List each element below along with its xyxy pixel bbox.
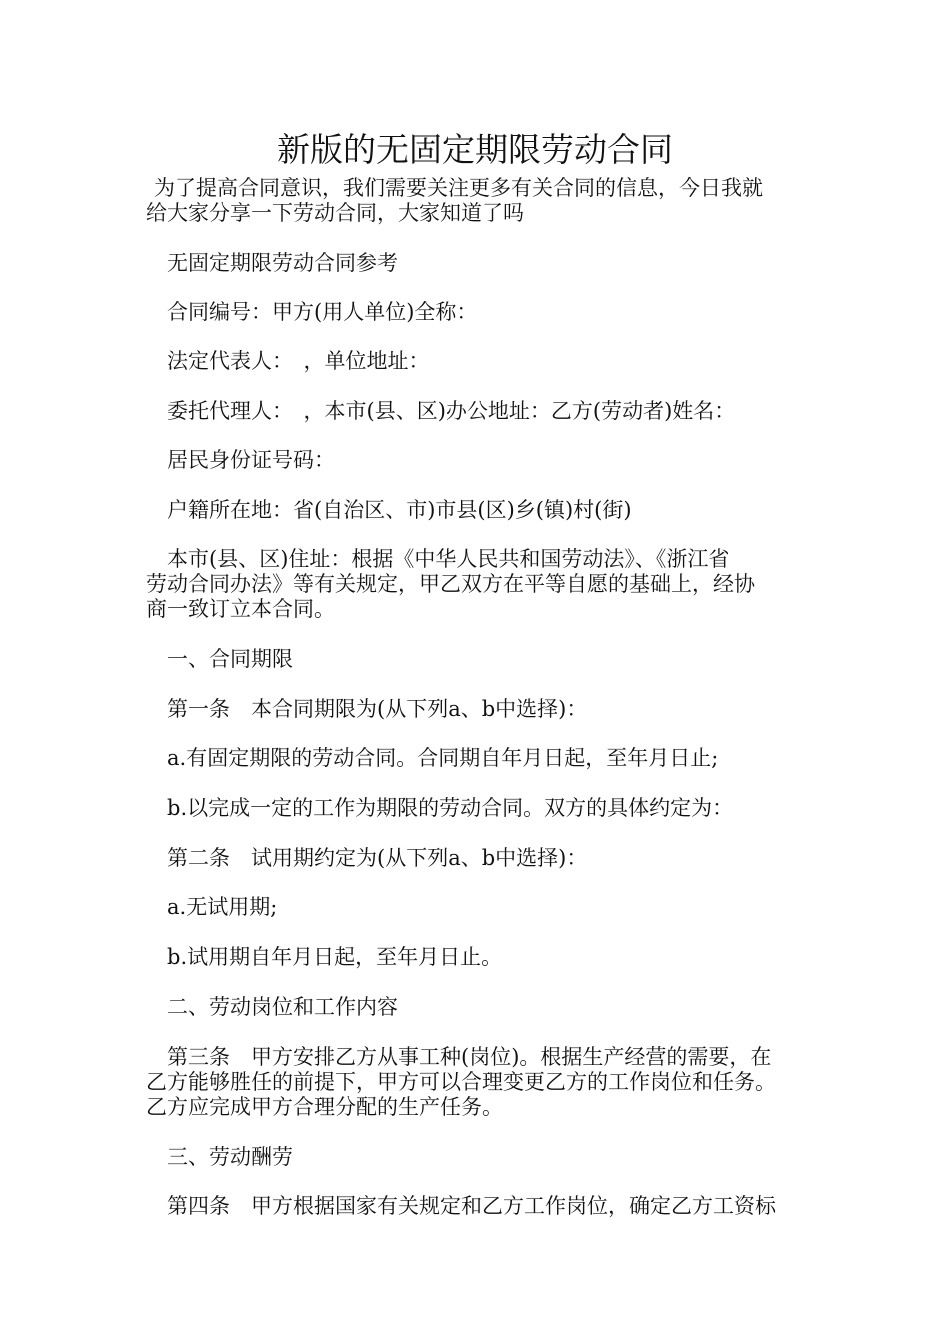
paragraph-address-basis — [146, 547, 818, 622]
paragraph-line: 给大家分享一下劳动合同，大家知道了吗 — [146, 201, 524, 225]
paragraph-line: 第二条 试用期约定为(从下列a、b中选择)： — [167, 846, 588, 870]
paragraph-id-number — [146, 448, 818, 473]
section-heading-job-content — [146, 995, 818, 1020]
paragraph-line: 劳动合同办法》等有关规定，甲乙双方在平等自愿的基础上，经协 — [146, 572, 755, 596]
paragraph-line: 第一条 本合同期限为(从下列a、b中选择)： — [167, 697, 588, 721]
paragraph-reference-heading — [146, 251, 818, 276]
section-heading-remuneration — [146, 1145, 818, 1170]
document-title: 新版的无固定期限劳动合同 — [277, 130, 673, 169]
paragraph-line: b.以完成一定的工作为期限的劳动合同。双方的具体约定为： — [167, 796, 734, 820]
article-1-option-b — [146, 796, 818, 821]
paragraph-line: 乙方能够胜任的前提下，甲方可以合理变更乙方的工作岗位和任务。 — [146, 1070, 776, 1094]
paragraph-agent — [146, 399, 818, 424]
article-4 — [146, 1194, 818, 1219]
article-3 — [146, 1045, 818, 1120]
paragraph-line: 无固定期限劳动合同参考 — [167, 251, 398, 275]
section-heading-contract-term — [146, 647, 818, 672]
paragraph-line: 第三条 甲方安排乙方从事工种(岗位)。根据生产经营的需要，在 — [167, 1045, 772, 1069]
article-1-option-a — [146, 746, 818, 771]
paragraph-household-registration — [146, 498, 818, 523]
paragraph-contract-number — [146, 300, 818, 325]
paragraph-legal-representative — [146, 349, 818, 374]
paragraph-line: b.试用期自年月日起，至年月日止。 — [167, 945, 503, 969]
paragraph-line: 商一致订立本合同。 — [146, 597, 335, 621]
article-1 — [146, 697, 818, 722]
article-2-option-b — [146, 945, 818, 970]
paragraph-line: 户籍所在地：省(自治区、市)市县(区)乡(镇)村(街) — [167, 498, 632, 522]
paragraph-line: 本市(县、区)住址：根据《中华人民共和国劳动法》、《浙江省 — [167, 547, 730, 571]
paragraph-line: 一、合同期限 — [167, 647, 293, 671]
paragraph-line: 二、劳动岗位和工作内容 — [167, 995, 398, 1019]
paragraph-line: a.有固定期限的劳动合同。合同期自年月日起，至年月日止; — [167, 746, 719, 770]
paragraph-line: 委托代理人： ，本市(县、区)办公地址：乙方(劳动者)姓名： — [167, 399, 736, 423]
paragraph-line: 乙方应完成甲方合理分配的生产任务。 — [146, 1095, 503, 1119]
paragraph-line: 为了提高合同意识，我们需要关注更多有关合同的信息，今日我就 — [154, 176, 763, 200]
paragraph-line: 第四条 甲方根据国家有关规定和乙方工作岗位，确定乙方工资标 — [167, 1194, 776, 1218]
paragraph-line: 居民身份证号码： — [167, 448, 335, 472]
paragraph-intro — [146, 176, 818, 226]
paragraph-line: 法定代表人： ，单位地址： — [167, 349, 430, 373]
paragraph-line: 合同编号：甲方(用人单位)全称： — [167, 300, 478, 324]
paragraph-line: a.无试用期; — [167, 895, 278, 919]
article-2 — [146, 846, 818, 871]
paragraph-line: 三、劳动酬劳 — [167, 1145, 293, 1169]
article-2-option-a — [146, 895, 818, 920]
